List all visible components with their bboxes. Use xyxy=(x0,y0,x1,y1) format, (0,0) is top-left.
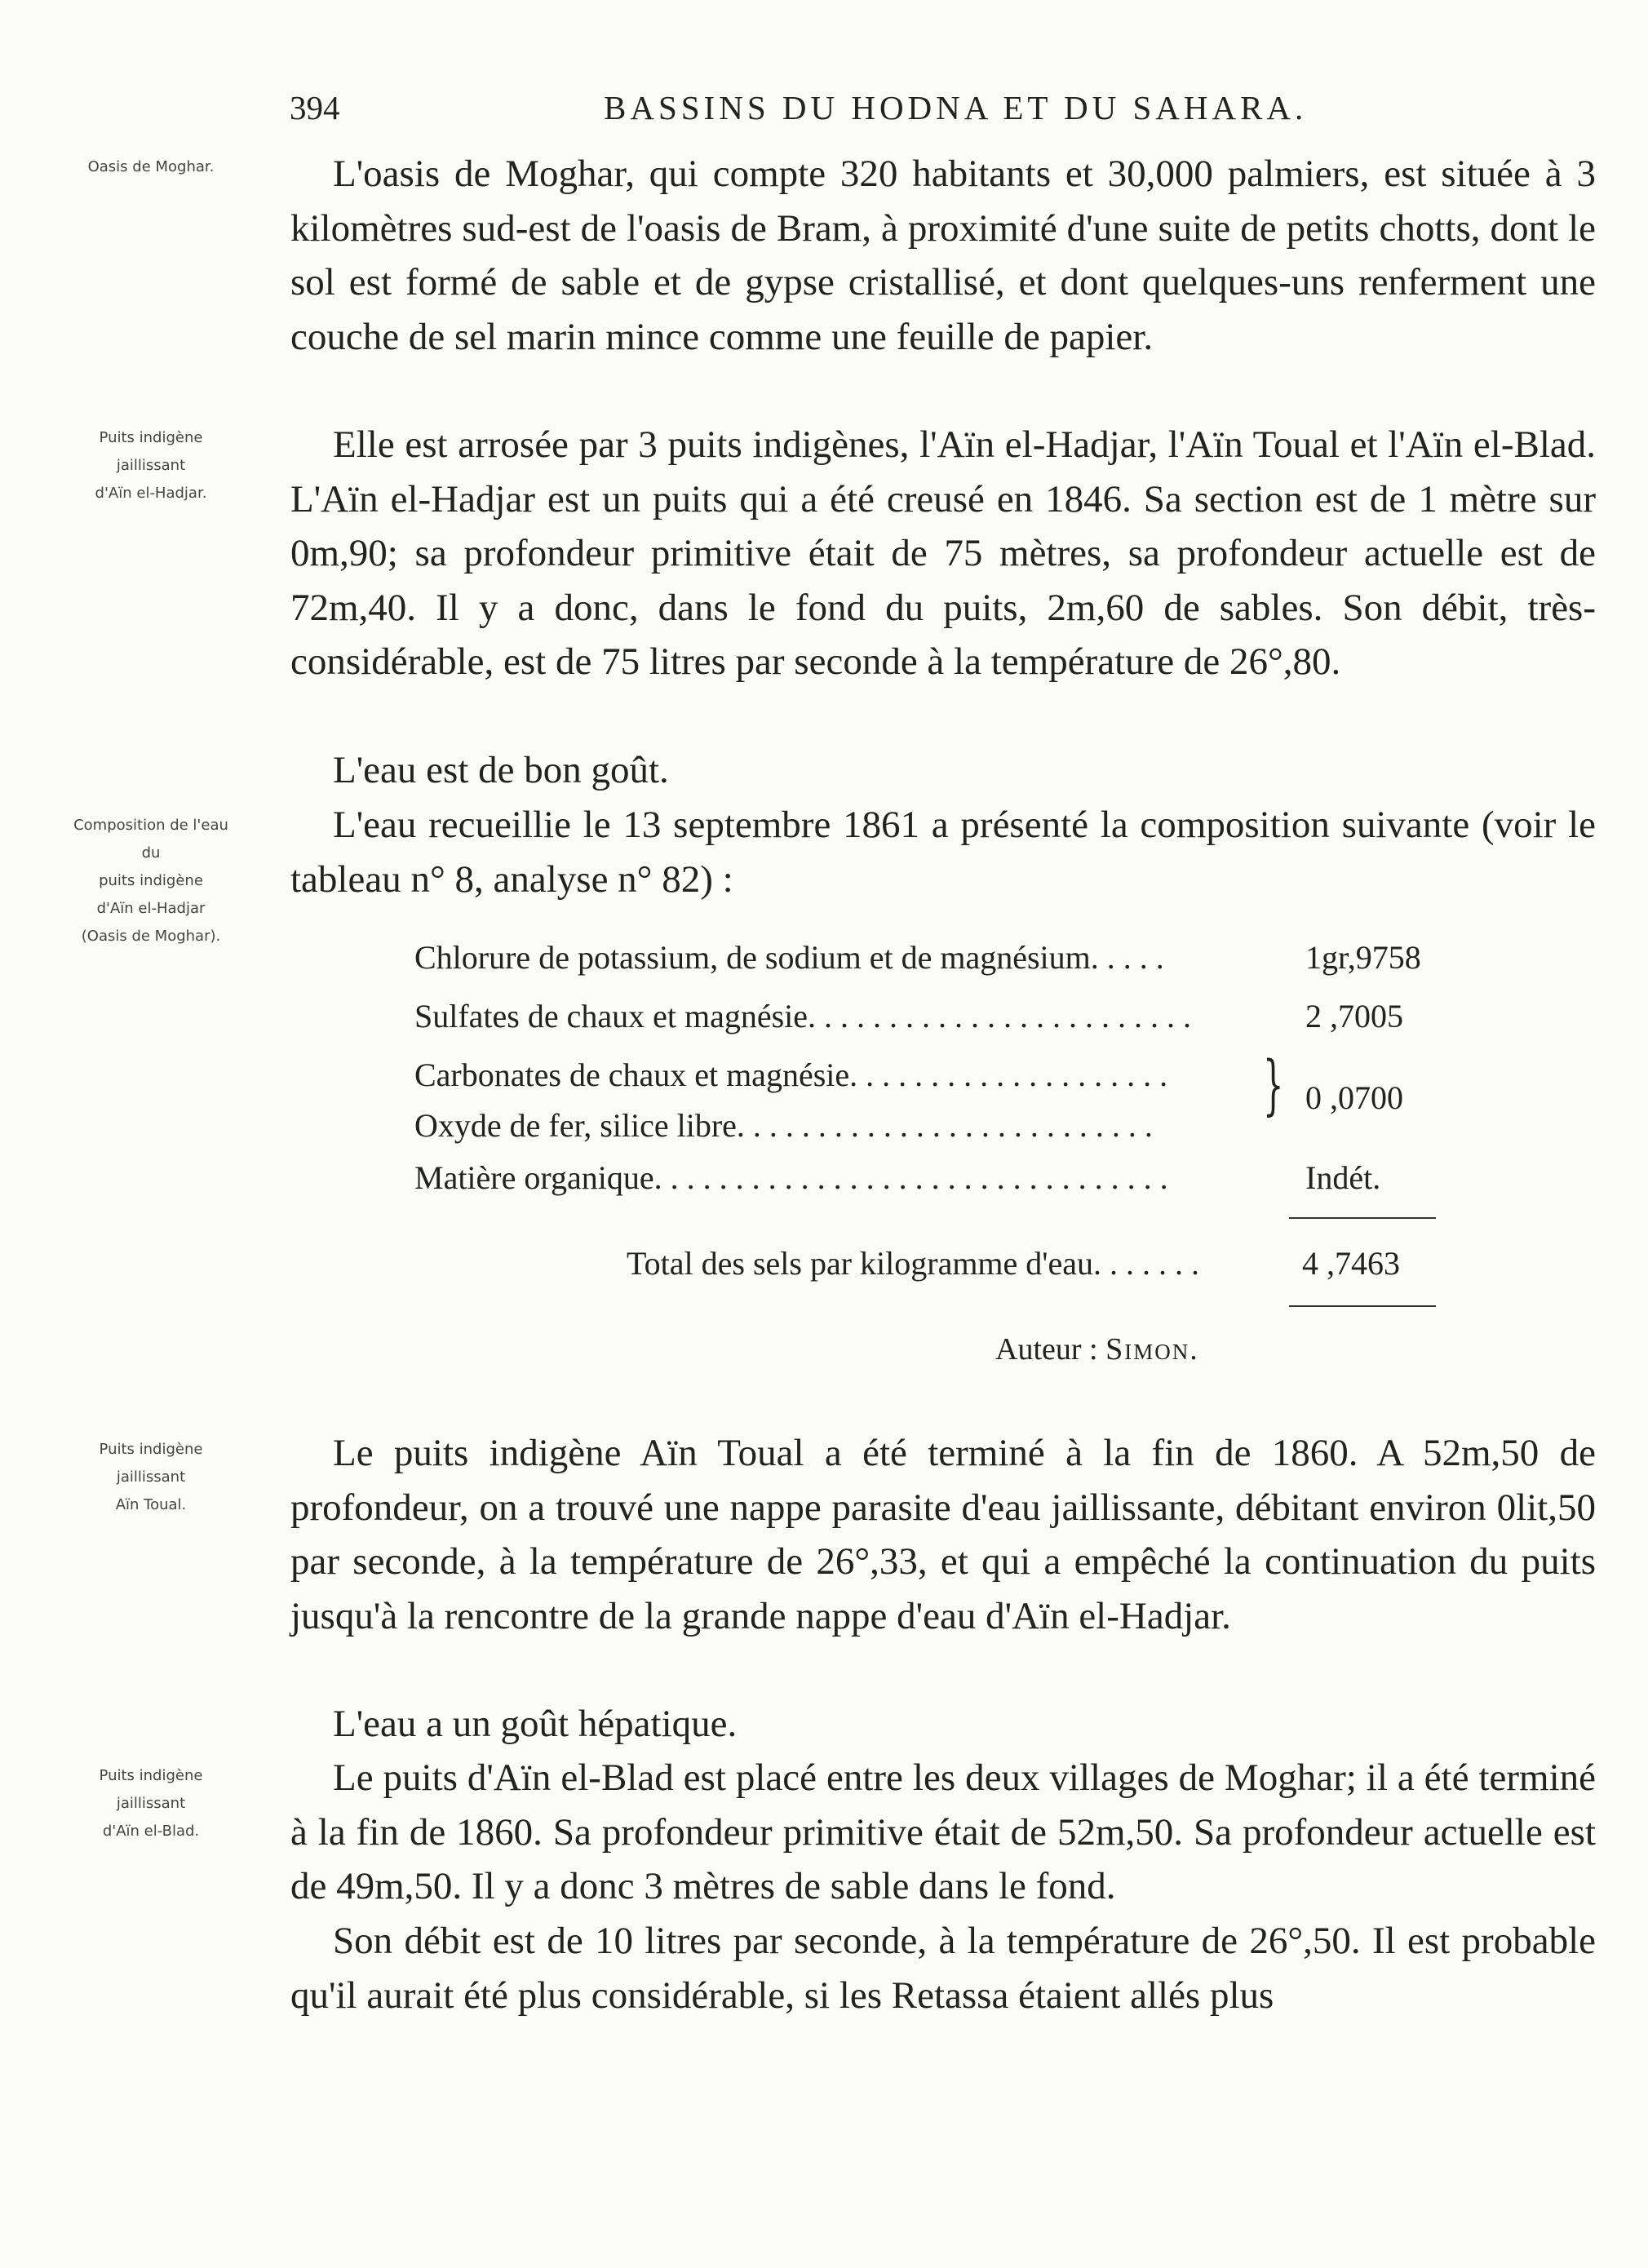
paragraph-ain-el-hadjar: Elle est arrosée par 3 puits indigènes, l'Aïn el-Hadjar, l'Aïn Toual et l'Aïn el-Blad. L'Aïn el-Hadjar est un puits qui a été creusé en 1846. Sa section est de 1 mètre sur 0m,90; sa profondeur primitive était de 75 mètres, sa profondeur actuelle est de 72m,40. Il y a donc, dans le fond du puits, 2m,60 de sables. Son débit, très-considérable, est de 75 litres par seconde à la température de 26°,80. xyxy=(290,423,1596,683)
margin-note-ain-el-blad: Puits indigène jaillissant d'Aïn el-Blad. xyxy=(99,1767,203,1840)
page-number: 394 xyxy=(290,89,340,126)
paragraph-debit: Son débit est de 10 litres par seconde, à la température de 26°,50. Il est probable qu'il aurait été plus considérable, si les Retassa étaient allés plus xyxy=(290,1920,1596,2017)
row-label: Sulfates de chaux et magnésie. . . . . . . . . . . . . . . . . . . . . . . . xyxy=(414,998,1192,1034)
row-value: Indét. xyxy=(1305,1159,1381,1196)
table-row xyxy=(414,938,1164,977)
running-head xyxy=(0,88,1648,137)
total-rule-bottom xyxy=(1289,1305,1436,1307)
author-label: Auteur : xyxy=(995,1332,1106,1367)
paragraph-hepatic: L'eau a un goût hépatique. xyxy=(333,1703,738,1745)
bracket-brace: } xyxy=(1263,1047,1284,1123)
paragraph-taste: L'eau est de bon goût. xyxy=(333,749,669,791)
table-row xyxy=(414,1106,1153,1145)
margin-note-ain-toual: Puits indigène jaillissant Aïn Toual. xyxy=(99,1441,203,1513)
table-row xyxy=(414,997,1191,1035)
row-value: 1gr,9758 xyxy=(1305,939,1421,976)
total-value: 4 ,7463 xyxy=(1302,1245,1400,1282)
row-label: Carbonates de chaux et magnésie. . . . . . . . . . . . . . . . . . . . xyxy=(414,1056,1168,1093)
author-name: Simon. xyxy=(1105,1332,1199,1367)
paragraph-ain-toual: Le puits indigène Aïn Toual a été terminé à la fin de 1860. A 52m,50 de profondeur, on a trouvé une nappe parasite d'eau jaillissante, débitant environ 0lit,50 par seconde, à la température de 26°,33, et qui a empêché la continuation du puits jusqu'à la rencontre de la grande nappe d'eau d'Aïn el-Hadjar. xyxy=(290,1432,1596,1637)
running-title: BASSINS DU HODNA ET DU SAHARA. xyxy=(604,89,1308,126)
row-label: Matière organique. . . . . . . . . . . . . . . . . . . . . . . . . . . . . . . . xyxy=(414,1159,1168,1196)
row-label: Chlorure de potassium, de sodium et de magnésium. . . . . xyxy=(414,939,1164,976)
margin-note-composition: Composition de l'eau du puits indigène d'Aïn el-Hadjar (Oasis de Moghar). xyxy=(73,817,228,945)
total-label: Total des sels par kilogramme d'eau. . . . . . . xyxy=(627,1245,1200,1282)
row-label: Oxyde de fer, silice libre. . . . . . . . . . . . . . . . . . . . . . . . . . xyxy=(414,1107,1153,1144)
margin-note-ain-el-hadjar: Puits indigène jaillissant d'Aïn el-Hadjar. xyxy=(95,429,207,502)
total-row xyxy=(627,1244,1199,1282)
paragraph-oasis: L'oasis de Moghar, qui compte 320 habitants et 30,000 palmiers, est située à 3 kilomètres sud-est de l'oasis de Bram, à proximité d'une suite de petits chotts, dont le sol est formé de sable et de gypse cristallisé, et dont quelques-uns renferment une couche de sel marin mince comme une feuille de papier. xyxy=(290,153,1596,358)
bracket-value: 0 ,0700 xyxy=(1305,1079,1403,1116)
paragraph-ain-el-blad: Le puits d'Aïn el-Blad est placé entre les deux villages de Moghar; il a été terminé à la fin de 1860. Sa profondeur primitive était de 52m,50. Sa profondeur actuelle est de 49m,50. Il y a donc 3 mètres de sable dans le fond. xyxy=(290,1756,1596,1907)
row-value: 2 ,7005 xyxy=(1305,998,1403,1034)
table-row xyxy=(414,1158,1168,1197)
author-line xyxy=(995,1331,1199,1367)
paragraph-composition-intro: L'eau recueillie le 13 septembre 1861 a présenté la composition suivante (voir le tableau n° 8, analyse n° 82) : xyxy=(290,804,1596,901)
total-rule-top xyxy=(1289,1217,1436,1219)
table-row xyxy=(414,1056,1167,1094)
margin-note-oasis: Oasis de Moghar. xyxy=(87,158,215,175)
